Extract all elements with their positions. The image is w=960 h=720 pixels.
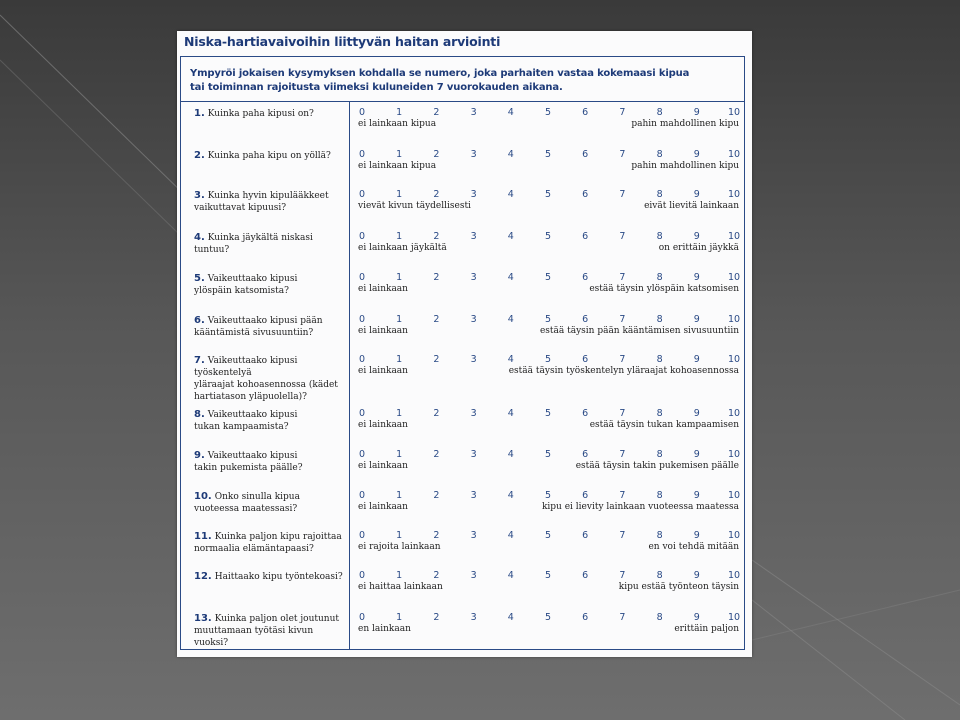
rating-option[interactable]: 6 [582,490,589,501]
rating-option[interactable]: 1 [396,231,403,242]
rating-option[interactable]: 10 [727,231,741,242]
rating-option[interactable]: 4 [507,570,514,581]
rating-option[interactable]: 7 [619,189,626,200]
rating-option[interactable]: 8 [656,530,663,541]
rating-option[interactable]: 2 [433,354,440,365]
rating-option[interactable]: 2 [433,530,440,541]
question-line [194,531,349,543]
question-line [194,190,349,202]
rating-option[interactable]: 1 [396,149,403,160]
question-line [194,273,349,285]
rating-scale [358,354,743,366]
rating-option[interactable]: 6 [582,107,589,118]
rating-option[interactable]: 9 [693,408,700,419]
question-line [194,450,349,462]
question-number: 13. [194,613,212,624]
question-line [194,462,349,474]
rating-option[interactable]: 10 [727,314,741,325]
scale-max-label: kipu ei lievity lainkaan vuoteessa maatessa [541,502,739,512]
rating-option[interactable]: 0 [358,490,366,501]
question-line-text: Haittaako kipu työntekoasi? [214,572,343,582]
rating-option[interactable]: 1 [396,612,403,623]
instructions-divider [180,101,745,102]
rating-option[interactable]: 5 [544,408,552,419]
scale-min-label: ei rajoita lainkaan [358,542,441,552]
rating-option[interactable]: 4 [507,408,514,419]
rating-option[interactable]: 8 [656,570,663,581]
question-number: 11. [194,531,212,542]
question-line [194,379,349,391]
rating-option[interactable]: 5 [544,490,552,501]
rating-option[interactable]: 10 [727,149,741,160]
rating-option[interactable]: 6 [582,314,589,325]
rating-scale [358,272,743,284]
question-line-text: Vaikeuttaako kipusi [207,274,298,284]
scale-max-label: estää täysin ylöspäin katsomisen [589,284,739,294]
rating-option[interactable]: 6 [582,272,589,283]
rating-option[interactable]: 7 [619,107,626,118]
rating-option[interactable]: 3 [470,189,477,200]
question-line-text: Kuinka paha kipu on yöllä? [207,151,331,161]
rating-option[interactable]: 8 [656,314,663,325]
question-line-text: Kuinka jäykältä niskasi tuntuu? [194,233,313,255]
rating-scale [358,149,743,161]
question-text [194,531,349,555]
rating-option[interactable]: 6 [582,570,589,581]
question-line [194,421,349,433]
rating-option[interactable]: 9 [693,272,700,283]
scale-max-label: kipu estää työnteon täysin [618,582,739,592]
scale-max-label: estää täysin takin pukemisen päälle [575,461,739,471]
question-text [194,150,349,162]
rating-option[interactable]: 8 [656,354,663,365]
question-line [194,285,349,297]
question-line [194,202,349,214]
scale-min-label: ei lainkaan kipua [358,161,437,171]
rating-option[interactable]: 10 [727,272,741,283]
rating-option[interactable]: 8 [656,272,663,283]
rating-scale [358,530,743,542]
question-line-text: hartiatason yläpuolella)? [194,392,307,402]
rating-option[interactable]: 0 [358,530,366,541]
rating-option[interactable]: 4 [507,189,514,200]
question-line-text: Onko sinulla kipua [214,492,300,502]
rating-option[interactable]: 10 [727,530,741,541]
question-text [194,450,349,474]
rating-option[interactable]: 5 [544,149,552,160]
question-number: 12. [194,571,212,582]
rating-scale [358,314,743,326]
rating-option[interactable]: 7 [619,149,626,160]
rating-option[interactable]: 7 [619,408,626,419]
rating-option[interactable]: 2 [433,570,440,581]
question-text [194,108,349,120]
question-text [194,491,349,515]
rating-option[interactable]: 5 [544,449,552,460]
question-line-text: normaalia elämäntapaasi? [194,544,314,554]
rating-option[interactable]: 0 [358,354,366,365]
question-number: 2. [194,150,205,161]
question-line-text: tukan kampaamista? [194,422,289,432]
rating-option[interactable]: 1 [396,449,403,460]
rating-option[interactable]: 1 [396,408,403,419]
form-title: Niska-hartiavaivoihin liittyvän haitan arviointi [184,34,501,49]
rating-option[interactable]: 10 [727,107,741,118]
rating-option[interactable]: 2 [433,231,440,242]
rating-option[interactable]: 3 [470,490,477,501]
rating-option[interactable]: 0 [358,449,366,460]
rating-option[interactable]: 1 [396,314,403,325]
scale-min-label: ei lainkaan [358,284,408,294]
rating-option[interactable]: 4 [507,272,514,283]
rating-option[interactable]: 3 [470,530,477,541]
rating-option[interactable]: 3 [470,107,477,118]
question-line [194,355,349,379]
rating-option[interactable]: 3 [470,570,477,581]
question-number: 6. [194,315,205,326]
question-text [194,232,349,256]
rating-option[interactable]: 5 [544,354,552,365]
question-line [194,571,349,583]
rating-option[interactable]: 7 [619,612,626,623]
rating-option[interactable]: 0 [358,231,366,242]
scale-min-label: ei lainkaan [358,420,408,430]
rating-option[interactable]: 2 [433,449,440,460]
scale-max-label: pahin mahdollinen kipu [631,161,739,171]
rating-option[interactable]: 8 [656,231,663,242]
rating-option[interactable]: 0 [358,272,366,283]
question-number: 10. [194,491,212,502]
rating-option[interactable]: 4 [507,107,514,118]
rating-option[interactable]: 1 [396,272,403,283]
scale-min-label: ei haittaa lainkaan [358,582,443,592]
question-line-text: Kuinka paljon kipu rajoittaa [214,532,342,542]
rating-scale [358,490,743,502]
question-line [194,491,349,503]
rating-option[interactable]: 0 [358,189,366,200]
rating-scale [358,231,743,243]
rating-option[interactable]: 5 [544,612,552,623]
rating-option[interactable]: 5 [544,231,552,242]
rating-option[interactable]: 8 [656,449,663,460]
rating-option[interactable]: 0 [358,612,366,623]
scale-min-label: en lainkaan [358,624,411,634]
rating-scale [358,449,743,461]
rating-option[interactable]: 2 [433,272,440,283]
rating-option[interactable]: 4 [507,354,514,365]
rating-option[interactable]: 0 [358,570,366,581]
rating-scale [358,107,743,119]
rating-option[interactable]: 6 [582,354,589,365]
rating-option[interactable]: 10 [727,449,741,460]
rating-option[interactable]: 1 [396,490,403,501]
question-line [194,543,349,555]
scale-max-label: pahin mahdollinen kipu [631,119,739,129]
scale-min-label: ei lainkaan jäykältä [358,243,447,253]
question-line [194,613,349,625]
rating-option[interactable]: 2 [433,107,440,118]
rating-option[interactable]: 3 [470,149,477,160]
rating-option[interactable]: 3 [470,612,477,623]
rating-option[interactable]: 7 [619,570,626,581]
rating-option[interactable]: 2 [433,490,440,501]
rating-option[interactable]: 9 [693,530,700,541]
rating-option[interactable]: 3 [470,408,477,419]
rating-option[interactable]: 9 [693,231,700,242]
rating-option[interactable]: 0 [358,408,366,419]
question-number: 7. [194,355,205,366]
rating-option[interactable]: 7 [619,272,626,283]
question-number: 1. [194,108,205,119]
rating-scale [358,612,743,624]
scale-min-label: ei lainkaan kipua [358,119,437,129]
rating-option[interactable]: 9 [693,449,700,460]
rating-option[interactable]: 10 [727,189,741,200]
question-line [194,391,349,403]
rating-option[interactable]: 5 [544,314,552,325]
question-number: 8. [194,409,205,420]
rating-option[interactable]: 8 [656,149,663,160]
question-line [194,108,349,120]
rating-option[interactable]: 10 [727,490,741,501]
rating-option[interactable]: 2 [433,314,440,325]
rating-option[interactable]: 1 [396,530,403,541]
rating-option[interactable]: 5 [544,570,552,581]
question-text [194,315,349,339]
rating-option[interactable]: 8 [656,612,663,623]
rating-option[interactable]: 8 [656,408,663,419]
question-line-text: muuttamaan työtäsi kivun vuoksi? [194,626,314,648]
rating-option[interactable]: 5 [544,530,552,541]
rating-option[interactable]: 4 [507,231,514,242]
question-text [194,409,349,433]
rating-option[interactable]: 10 [727,570,741,581]
rating-option[interactable]: 4 [507,612,514,623]
rating-option[interactable]: 6 [582,530,589,541]
rating-option[interactable]: 2 [433,408,440,419]
scale-max-label: on erittäin jäykkä [658,243,739,253]
question-line-text: Vaikeuttaako kipusi [207,451,298,461]
question-line-text: Kuinka hyvin kipulääkkeet [207,191,329,201]
instructions-line: Ympyröi jokaisen kysymyksen kohdalla se numero, joka parhaiten vastaa kokemaasi kipua [190,68,690,79]
rating-option[interactable]: 9 [693,612,700,623]
rating-option[interactable]: 8 [656,189,663,200]
rating-option[interactable]: 2 [433,149,440,160]
rating-option[interactable]: 1 [396,107,403,118]
rating-option[interactable]: 3 [470,231,477,242]
rating-option[interactable]: 4 [507,490,514,501]
rating-option[interactable]: 6 [582,408,589,419]
question-line [194,327,349,339]
rating-option[interactable]: 7 [619,530,626,541]
rating-option[interactable]: 1 [396,354,403,365]
rating-scale [358,570,743,582]
rating-option[interactable]: 9 [693,314,700,325]
rating-option[interactable]: 9 [693,570,700,581]
rating-option[interactable]: 5 [544,272,552,283]
question-line-text: ylöspäin katsomista? [194,286,289,296]
question-line [194,232,349,256]
column-divider [349,102,350,650]
rating-option[interactable]: 7 [619,231,626,242]
question-number: 5. [194,273,205,284]
rating-option[interactable]: 6 [582,189,589,200]
scale-max-label: eivät lievitä lainkaan [644,201,739,211]
rating-option[interactable]: 4 [507,530,514,541]
rating-option[interactable]: 10 [727,354,741,365]
question-line-text: Vaikeuttaako kipusi työskentelyä [194,356,298,378]
rating-scale [358,408,743,420]
scale-min-label: ei lainkaan [358,461,408,471]
rating-option[interactable]: 8 [656,107,663,118]
rating-option[interactable]: 1 [396,570,403,581]
question-line [194,625,349,649]
rating-option[interactable]: 4 [507,314,514,325]
question-line-text: Vaikeuttaako kipusi [207,410,298,420]
question-number: 3. [194,190,205,201]
question-line-text: vuoteessa maatessasi? [194,504,298,514]
rating-option[interactable]: 2 [433,612,440,623]
rating-option[interactable]: 9 [693,490,700,501]
rating-option[interactable]: 9 [693,354,700,365]
scale-min-label: vievät kivun täydellisesti [358,201,471,211]
instructions [190,67,730,94]
instructions-line: tai toiminnan rajoitusta viimeksi kuluneiden 7 vuorokauden aikana. [190,81,563,93]
rating-option[interactable]: 8 [656,490,663,501]
rating-option[interactable]: 9 [693,149,700,160]
question-line-text: takin pukemista päälle? [194,463,303,473]
rating-option[interactable]: 9 [693,107,700,118]
rating-option[interactable]: 5 [544,107,552,118]
rating-option[interactable]: 5 [544,189,552,200]
scale-min-label: ei lainkaan [358,366,408,376]
rating-option[interactable]: 1 [396,189,403,200]
rating-option[interactable]: 4 [507,149,514,160]
form-frame [180,56,745,650]
question-text [194,190,349,214]
question-line-text: vaikuttavat kipuusi? [194,203,287,213]
rating-option[interactable]: 2 [433,189,440,200]
question-number: 4. [194,232,205,243]
question-line [194,409,349,421]
rating-option[interactable]: 10 [727,408,741,419]
scale-min-label: ei lainkaan [358,502,408,512]
rating-option[interactable]: 7 [619,354,626,365]
questionnaire-sheet [177,31,752,657]
question-line-text: Kuinka paljon olet joutunut [214,614,339,624]
rating-option[interactable]: 7 [619,449,626,460]
question-text [194,355,349,403]
scale-min-label: ei lainkaan [358,326,408,336]
question-line-text: yläraajat kohoasennossa (kädet [194,380,338,390]
question-text [194,571,349,583]
question-line-text: kääntämistä sivusuuntiin? [194,328,314,338]
scale-max-label: estää täysin tukan kampaamisen [589,420,739,430]
rating-option[interactable]: 4 [507,449,514,460]
question-text [194,273,349,297]
rating-option[interactable]: 3 [470,354,477,365]
rating-option[interactable]: 3 [470,449,477,460]
rating-option[interactable]: 0 [358,107,366,118]
rating-option[interactable]: 7 [619,490,626,501]
rating-option[interactable]: 6 [582,149,589,160]
scale-max-label: estää täysin pään kääntämisen sivusuuntiin [539,326,739,336]
rating-option[interactable]: 9 [693,189,700,200]
scale-max-label: en voi tehdä mitään [648,542,739,552]
rating-option[interactable]: 7 [619,314,626,325]
rating-option[interactable]: 10 [727,612,741,623]
scale-max-label: erittäin paljon [674,624,739,634]
rating-option[interactable]: 0 [358,149,366,160]
question-line-text: Vaikeuttaako kipusi pään [207,316,323,326]
scale-max-label: estää täysin työskentelyn yläraajat kohoasennossa [508,366,739,376]
rating-option[interactable]: 6 [582,612,589,623]
rating-option[interactable]: 3 [470,314,477,325]
rating-scale [358,189,743,201]
question-line [194,150,349,162]
question-line [194,315,349,327]
question-number: 9. [194,450,205,461]
question-line-text: Kuinka paha kipusi on? [207,109,314,119]
rating-option[interactable]: 3 [470,272,477,283]
question-text [194,613,349,649]
rating-option[interactable]: 6 [582,449,589,460]
question-line [194,503,349,515]
rating-option[interactable]: 0 [358,314,366,325]
rating-option[interactable]: 6 [582,231,589,242]
